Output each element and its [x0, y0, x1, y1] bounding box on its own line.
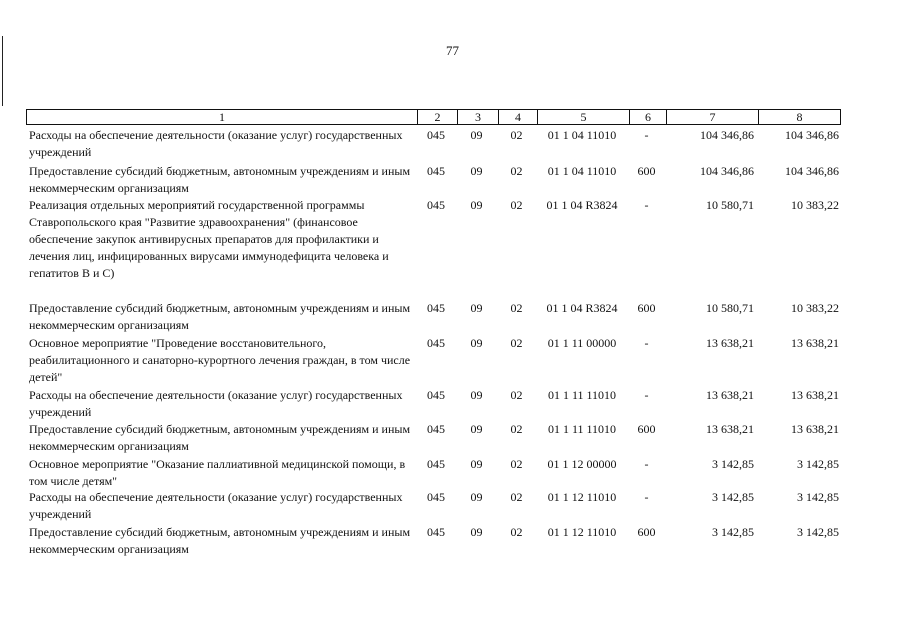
row-amount-8: 3 142,85 — [797, 490, 839, 504]
column-header-7: 7 — [666, 110, 758, 124]
row-ministry-code: 045 — [427, 525, 445, 539]
row-expense-type: - — [644, 457, 649, 471]
column-header-6: 6 — [629, 110, 666, 124]
row-section-code: 09 — [470, 164, 483, 178]
row-expense-type: - — [644, 490, 649, 504]
row-description: Предоставление субсидий бюджетным, автономным учреждениям и иным некоммерческим организациям — [29, 301, 411, 332]
row-section-code: 09 — [470, 301, 483, 315]
table-row — [26, 335, 839, 386]
row-ministry-code: 045 — [427, 457, 445, 471]
row-amount-8: 104 346,86 — [785, 164, 839, 178]
row-amount-7: 3 142,85 — [712, 490, 754, 504]
row-expense-type: - — [644, 388, 649, 402]
row-target-code: 01 1 04 R3824 — [546, 198, 618, 212]
table-row — [26, 421, 839, 455]
table-row — [26, 489, 839, 523]
row-ministry-code: 045 — [427, 164, 445, 178]
row-ministry-code: 045 — [427, 422, 445, 436]
page-number: 77 — [446, 43, 459, 58]
row-description: Расходы на обеспечение деятельности (оказание услуг) государственных учреждений — [29, 490, 403, 521]
row-subsection-code: 02 — [510, 164, 523, 178]
row-amount-7: 104 346,86 — [700, 128, 754, 142]
table-row — [26, 127, 839, 161]
row-target-code: 01 1 11 11010 — [547, 388, 617, 402]
row-target-code: 01 1 04 11010 — [547, 128, 617, 142]
row-expense-type: - — [644, 128, 649, 142]
table-row — [26, 163, 839, 197]
row-ministry-code: 045 — [427, 198, 445, 212]
row-target-code: 01 1 12 00000 — [547, 457, 617, 471]
row-amount-7: 10 580,71 — [706, 198, 754, 212]
row-expense-type: 600 — [637, 301, 656, 315]
row-description: Основное мероприятие "Оказание паллиативной медицинской помощи, в том числе детям" — [29, 457, 406, 488]
row-subsection-code: 02 — [510, 128, 523, 142]
row-amount-7: 10 580,71 — [706, 301, 754, 315]
row-amount-8: 10 383,22 — [791, 198, 839, 212]
table-row — [26, 197, 839, 282]
row-section-code: 09 — [470, 422, 483, 436]
row-ministry-code: 045 — [427, 301, 445, 315]
table-row — [26, 524, 839, 558]
row-amount-8: 13 638,21 — [791, 336, 839, 350]
table-header — [26, 109, 841, 125]
row-ministry-code: 045 — [427, 128, 445, 142]
row-subsection-code: 02 — [510, 336, 523, 350]
row-description: Предоставление субсидий бюджетным, автономным учреждениям и иным некоммерческим организациям — [29, 525, 411, 556]
row-subsection-code: 02 — [510, 525, 523, 539]
row-target-code: 01 1 12 11010 — [547, 525, 617, 539]
row-target-code: 01 1 11 00000 — [547, 336, 617, 350]
column-header-5: 5 — [537, 110, 629, 124]
row-target-code: 01 1 12 11010 — [547, 490, 617, 504]
table-row — [26, 387, 839, 421]
row-ministry-code: 045 — [427, 336, 445, 350]
row-amount-8: 10 383,22 — [791, 301, 839, 315]
row-ministry-code: 045 — [427, 490, 445, 504]
row-expense-type: 600 — [637, 422, 656, 436]
row-target-code: 01 1 11 11010 — [547, 422, 617, 436]
row-section-code: 09 — [470, 490, 483, 504]
table-row — [26, 300, 839, 334]
row-description: Расходы на обеспечение деятельности (оказание услуг) государственных учреждений — [29, 128, 403, 159]
column-header-1: 1 — [219, 110, 225, 124]
row-amount-7: 3 142,85 — [712, 457, 754, 471]
row-expense-type: 600 — [637, 525, 656, 539]
row-description: Расходы на обеспечение деятельности (оказание услуг) государственных учреждений — [29, 388, 403, 419]
row-description: Предоставление субсидий бюджетным, автономным учреждениям и иным некоммерческим организациям — [29, 164, 411, 195]
row-amount-8: 104 346,86 — [785, 128, 839, 142]
row-ministry-code: 045 — [427, 388, 445, 402]
row-amount-7: 3 142,85 — [712, 525, 754, 539]
row-subsection-code: 02 — [510, 198, 523, 212]
row-section-code: 09 — [470, 457, 483, 471]
row-subsection-code: 02 — [510, 490, 523, 504]
row-section-code: 09 — [470, 525, 483, 539]
row-amount-7: 13 638,21 — [706, 422, 754, 436]
row-subsection-code: 02 — [510, 301, 523, 315]
column-header-8: 8 — [758, 110, 840, 124]
row-amount-8: 3 142,85 — [797, 457, 839, 471]
row-amount-8: 13 638,21 — [791, 422, 839, 436]
row-amount-7: 104 346,86 — [700, 164, 754, 178]
row-section-code: 09 — [470, 336, 483, 350]
column-header-3: 3 — [457, 110, 498, 124]
row-subsection-code: 02 — [510, 457, 523, 471]
row-subsection-code: 02 — [510, 422, 523, 436]
row-expense-type: - — [644, 336, 649, 350]
column-header-2: 2 — [417, 110, 457, 124]
row-description: Основное мероприятие "Проведение восстановительного, реабилитационного и санаторно-курортного лечения граждан, в том числе детей" — [29, 336, 411, 384]
table-row — [26, 456, 839, 490]
row-expense-type: - — [644, 198, 649, 212]
row-subsection-code: 02 — [510, 388, 523, 402]
row-section-code: 09 — [470, 128, 483, 142]
row-section-code: 09 — [470, 388, 483, 402]
column-header-4: 4 — [498, 110, 537, 124]
row-expense-type: 600 — [637, 164, 656, 178]
row-amount-8: 13 638,21 — [791, 388, 839, 402]
row-amount-7: 13 638,21 — [706, 388, 754, 402]
row-target-code: 01 1 04 R3824 — [546, 301, 618, 315]
row-description: Предоставление субсидий бюджетным, автономным учреждениям и иным некоммерческим организациям — [29, 422, 411, 453]
row-section-code: 09 — [470, 198, 483, 212]
row-target-code: 01 1 04 11010 — [547, 164, 617, 178]
row-amount-8: 3 142,85 — [797, 525, 839, 539]
row-amount-7: 13 638,21 — [706, 336, 754, 350]
row-description: Реализация отдельных мероприятий государственной программы Ставропольского края "Развитие здравоохранения" (финансовое обеспечение закупок антивирусных препаратов для профилактики и лечения лиц, инфицированных вирусами иммунодефицита человека и гепатитов В и С) — [29, 198, 389, 280]
